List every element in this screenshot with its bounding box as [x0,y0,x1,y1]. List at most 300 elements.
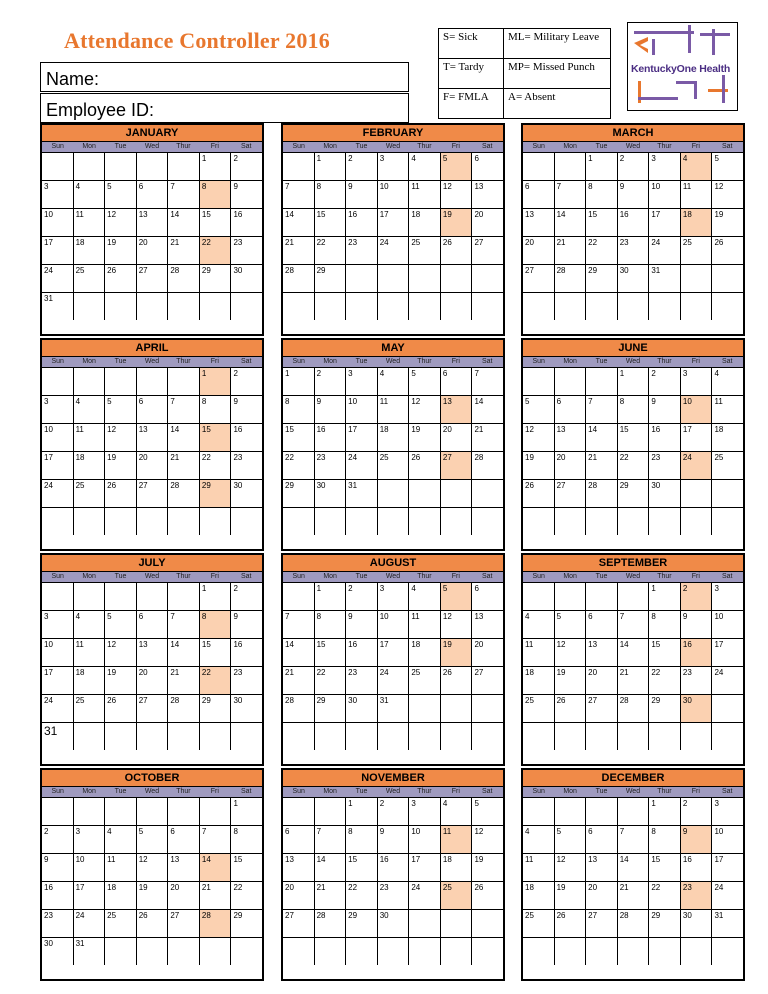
day-cell[interactable]: 24 [42,265,74,292]
day-cell[interactable]: 14 [200,854,232,881]
day-cell[interactable]: 14 [474,397,484,406]
day-cell[interactable]: 12 [441,181,473,208]
day-cell[interactable]: 17 [378,639,410,666]
day-cell[interactable]: 24 [649,237,681,264]
day-cell[interactable]: 28 [168,480,200,507]
day-cell[interactable] [231,508,262,535]
day-cell[interactable]: 10 [42,209,74,236]
day-cell[interactable]: 27 [137,265,169,292]
day-cell[interactable]: 4 [409,153,441,180]
day-cell[interactable]: 8 [586,181,618,208]
day-cell[interactable] [105,293,137,320]
day-cell[interactable] [472,723,503,750]
day-cell[interactable] [105,368,137,395]
day-cell[interactable]: 22 [315,667,347,694]
day-cell[interactable] [472,695,503,722]
day-cell[interactable]: 1 [200,153,232,180]
day-cell[interactable]: 21 [168,452,200,479]
day-cell[interactable]: 16 [618,209,650,236]
day-cell[interactable] [441,910,473,937]
day-cell[interactable] [409,480,441,507]
day-cell[interactable]: 20 [523,237,555,264]
day-cell[interactable]: 16 [681,854,713,881]
day-cell[interactable]: 16 [649,424,681,451]
day-cell[interactable] [283,723,315,750]
day-cell[interactable] [681,293,713,320]
day-cell[interactable]: 19 [523,452,555,479]
day-cell[interactable]: 9 [315,396,347,423]
day-cell[interactable]: 16 [378,854,410,881]
day-cell[interactable] [346,508,378,535]
day-cell[interactable]: 7 [168,611,200,638]
day-cell[interactable]: 9 [681,826,713,853]
employee-id-field[interactable] [40,93,409,123]
day-cell[interactable]: 19 [137,882,169,909]
day-cell[interactable]: 5 [441,583,473,610]
day-cell[interactable] [523,723,555,750]
day-cell[interactable]: 26 [441,237,473,264]
day-cell[interactable]: 1 [233,799,238,808]
day-cell[interactable]: 6 [586,611,618,638]
day-cell[interactable]: 17 [42,452,74,479]
day-cell[interactable]: 16 [681,639,713,666]
day-cell[interactable] [283,583,315,610]
day-cell[interactable] [712,480,743,507]
day-cell[interactable] [618,798,650,825]
day-cell[interactable]: 23 [233,238,243,247]
day-cell[interactable]: 6 [168,826,200,853]
day-cell[interactable]: 26 [555,695,587,722]
day-cell[interactable]: 9 [378,826,410,853]
day-cell[interactable]: 9 [618,181,650,208]
day-cell[interactable]: 9 [346,181,378,208]
day-cell[interactable]: 2 [233,154,238,163]
day-cell[interactable]: 23 [233,453,243,462]
day-cell[interactable]: 25 [441,882,473,909]
day-cell[interactable]: 25 [74,265,106,292]
day-cell[interactable]: 5 [474,799,479,808]
day-cell[interactable]: 3 [714,584,719,593]
day-cell[interactable]: 11 [74,209,106,236]
day-cell[interactable] [649,723,681,750]
day-cell[interactable]: 25 [523,910,555,937]
day-cell[interactable]: 8 [346,826,378,853]
day-cell[interactable]: 28 [283,695,315,722]
day-cell[interactable]: 6 [474,584,479,593]
day-cell[interactable]: 14 [586,424,618,451]
day-cell[interactable]: 12 [105,424,137,451]
day-cell[interactable] [74,508,106,535]
day-cell[interactable]: 2 [346,583,378,610]
day-cell[interactable]: 6 [137,396,169,423]
day-cell[interactable]: 16 [42,882,74,909]
day-cell[interactable]: 21 [315,882,347,909]
day-cell[interactable]: 12 [137,854,169,881]
day-cell[interactable] [168,508,200,535]
day-cell[interactable]: 16 [233,425,243,434]
day-cell[interactable] [472,265,503,292]
day-cell[interactable] [283,798,315,825]
day-cell[interactable]: 24 [42,480,74,507]
day-cell[interactable]: 15 [283,424,315,451]
day-cell[interactable] [472,910,503,937]
day-cell[interactable]: 15 [586,209,618,236]
day-cell[interactable] [137,508,169,535]
day-cell[interactable]: 28 [283,265,315,292]
day-cell[interactable] [283,293,315,320]
day-cell[interactable]: 4 [74,611,106,638]
day-cell[interactable] [137,723,169,750]
day-cell[interactable]: 22 [200,452,232,479]
day-cell[interactable]: 2 [315,368,347,395]
day-cell[interactable]: 2 [618,153,650,180]
day-cell[interactable] [42,798,74,825]
day-cell[interactable] [346,938,378,965]
day-cell[interactable]: 18 [681,209,713,236]
day-cell[interactable]: 5 [555,826,587,853]
day-cell[interactable] [409,265,441,292]
day-cell[interactable] [586,938,618,965]
day-cell[interactable]: 22 [649,667,681,694]
day-cell[interactable]: 6 [441,368,473,395]
day-cell[interactable] [137,153,169,180]
day-cell[interactable]: 10 [378,181,410,208]
day-cell[interactable]: 10 [42,639,74,666]
day-cell[interactable] [472,480,503,507]
day-cell[interactable]: 18 [74,237,106,264]
day-cell[interactable]: 25 [409,237,441,264]
day-cell[interactable]: 17 [649,209,681,236]
day-cell[interactable]: 25 [74,695,106,722]
day-cell[interactable]: 4 [378,368,410,395]
day-cell[interactable] [409,293,441,320]
day-cell[interactable]: 6 [137,611,169,638]
day-cell[interactable]: 20 [474,210,484,219]
day-cell[interactable] [409,723,441,750]
day-cell[interactable]: 13 [168,854,200,881]
day-cell[interactable]: 8 [315,611,347,638]
day-cell[interactable] [168,583,200,610]
day-cell[interactable] [523,368,555,395]
day-cell[interactable]: 21 [283,237,315,264]
day-cell[interactable]: 7 [618,611,650,638]
day-cell[interactable]: 15 [618,424,650,451]
day-cell[interactable]: 10 [714,827,724,836]
day-cell[interactable]: 10 [714,612,724,621]
day-cell[interactable]: 19 [441,639,473,666]
day-cell[interactable]: 16 [315,424,347,451]
day-cell[interactable]: 1 [283,368,315,395]
day-cell[interactable]: 1 [649,798,681,825]
day-cell[interactable]: 30 [378,910,410,937]
day-cell[interactable]: 3 [42,181,74,208]
day-cell[interactable] [315,508,347,535]
day-cell[interactable]: 9 [233,612,238,621]
day-cell[interactable]: 24 [74,910,106,937]
day-cell[interactable]: 20 [441,424,473,451]
day-cell[interactable]: 23 [42,910,74,937]
day-cell[interactable] [378,265,410,292]
day-cell[interactable] [712,265,743,292]
day-cell[interactable] [555,583,587,610]
day-cell[interactable]: 22 [315,237,347,264]
day-cell[interactable]: 3 [378,153,410,180]
day-cell[interactable] [523,583,555,610]
day-cell[interactable] [618,583,650,610]
day-cell[interactable]: 3 [681,368,713,395]
day-cell[interactable]: 13 [137,639,169,666]
day-cell[interactable]: 12 [555,639,587,666]
day-cell[interactable]: 30 [233,266,243,275]
day-cell[interactable] [168,368,200,395]
day-cell[interactable]: 30 [233,481,243,490]
day-cell[interactable]: 18 [441,854,473,881]
day-cell[interactable] [105,798,137,825]
day-cell[interactable] [681,265,713,292]
day-cell[interactable]: 29 [283,480,315,507]
day-cell[interactable]: 27 [283,910,315,937]
day-cell[interactable] [346,265,378,292]
day-cell[interactable]: 15 [315,209,347,236]
day-cell[interactable]: 11 [523,854,555,881]
day-cell[interactable]: 11 [714,397,723,406]
day-cell[interactable] [586,583,618,610]
day-cell[interactable]: 10 [649,181,681,208]
day-cell[interactable] [231,938,262,965]
day-cell[interactable]: 12 [105,639,137,666]
day-cell[interactable]: 18 [523,882,555,909]
day-cell[interactable] [200,723,232,750]
day-cell[interactable]: 16 [346,209,378,236]
day-cell[interactable]: 3 [714,799,719,808]
day-cell[interactable]: 17 [346,424,378,451]
day-cell[interactable]: 3 [42,611,74,638]
day-cell[interactable]: 20 [137,667,169,694]
day-cell[interactable]: 23 [681,882,713,909]
day-cell[interactable]: 2 [233,369,238,378]
day-cell[interactable] [523,293,555,320]
day-cell[interactable]: 3 [409,798,441,825]
day-cell[interactable] [649,938,681,965]
day-cell[interactable] [315,798,347,825]
day-cell[interactable] [378,480,410,507]
day-cell[interactable]: 17 [681,424,713,451]
day-cell[interactable]: 22 [346,882,378,909]
day-cell[interactable]: 8 [233,827,238,836]
day-cell[interactable]: 14 [168,424,200,451]
day-cell[interactable]: 18 [714,425,724,434]
day-cell[interactable] [586,723,618,750]
day-cell[interactable]: 20 [283,882,315,909]
day-cell[interactable] [555,798,587,825]
day-cell[interactable]: 24 [378,237,410,264]
day-cell[interactable]: 28 [168,265,200,292]
day-cell[interactable]: 6 [137,181,169,208]
day-cell[interactable] [681,723,713,750]
day-cell[interactable]: 5 [409,368,441,395]
day-cell[interactable] [523,798,555,825]
day-cell[interactable] [441,480,473,507]
day-cell[interactable]: 1 [346,798,378,825]
day-cell[interactable]: 20 [137,452,169,479]
day-cell[interactable]: 21 [586,452,618,479]
day-cell[interactable]: 16 [233,640,243,649]
day-cell[interactable] [618,938,650,965]
day-cell[interactable]: 12 [441,611,473,638]
day-cell[interactable]: 14 [555,209,587,236]
day-cell[interactable]: 29 [315,695,347,722]
day-cell[interactable] [168,153,200,180]
day-cell[interactable] [586,508,618,535]
day-cell[interactable]: 22 [233,883,243,892]
day-cell[interactable]: 15 [346,854,378,881]
day-cell[interactable]: 15 [649,639,681,666]
day-cell[interactable]: 22 [283,452,315,479]
day-cell[interactable]: 7 [555,181,587,208]
day-cell[interactable]: 28 [586,480,618,507]
day-cell[interactable]: 5 [105,181,137,208]
day-cell[interactable]: 9 [233,397,238,406]
day-cell[interactable] [523,938,555,965]
day-cell[interactable] [168,938,200,965]
day-cell[interactable]: 19 [105,237,137,264]
day-cell[interactable]: 13 [586,854,618,881]
day-cell[interactable] [555,153,587,180]
day-cell[interactable]: 11 [409,181,441,208]
day-cell[interactable]: 6 [474,154,479,163]
day-cell[interactable] [231,293,262,320]
day-cell[interactable]: 7 [168,181,200,208]
day-cell[interactable]: 9 [649,396,681,423]
day-cell[interactable]: 26 [555,910,587,937]
day-cell[interactable]: 14 [618,854,650,881]
day-cell[interactable]: 25 [523,695,555,722]
day-cell[interactable]: 15 [200,209,232,236]
day-cell[interactable]: 7 [283,611,315,638]
day-cell[interactable]: 10 [42,424,74,451]
day-cell[interactable]: 4 [409,583,441,610]
day-cell[interactable]: 21 [618,882,650,909]
day-cell[interactable]: 20 [555,452,587,479]
day-cell[interactable] [618,723,650,750]
day-cell[interactable] [649,508,681,535]
day-cell[interactable] [346,723,378,750]
day-cell[interactable]: 31 [42,293,74,320]
day-cell[interactable]: 30 [681,910,713,937]
day-cell[interactable]: 31 [74,938,106,965]
day-cell[interactable]: 29 [200,480,232,507]
day-cell[interactable]: 21 [555,237,587,264]
day-cell[interactable]: 29 [618,480,650,507]
day-cell[interactable] [649,293,681,320]
day-cell[interactable] [168,723,200,750]
day-cell[interactable]: 27 [586,910,618,937]
day-cell[interactable]: 26 [137,910,169,937]
day-cell[interactable] [523,153,555,180]
day-cell[interactable] [441,723,473,750]
day-cell[interactable]: 30 [618,265,650,292]
day-cell[interactable]: 4 [523,611,555,638]
day-cell[interactable]: 28 [315,910,347,937]
day-cell[interactable]: 29 [233,911,243,920]
day-cell[interactable] [555,368,587,395]
day-cell[interactable]: 5 [137,826,169,853]
day-cell[interactable]: 31 [378,695,410,722]
day-cell[interactable]: 6 [523,181,555,208]
day-cell[interactable]: 2 [346,153,378,180]
day-cell[interactable]: 16 [233,210,243,219]
day-cell[interactable]: 14 [168,209,200,236]
day-cell[interactable]: 15 [315,639,347,666]
day-cell[interactable]: 21 [168,237,200,264]
day-cell[interactable]: 10 [74,854,106,881]
day-cell[interactable]: 10 [346,396,378,423]
name-field[interactable] [40,62,409,92]
day-cell[interactable]: 21 [618,667,650,694]
day-cell[interactable]: 23 [346,667,378,694]
day-cell[interactable] [409,938,441,965]
day-cell[interactable] [168,798,200,825]
day-cell[interactable] [472,293,503,320]
day-cell[interactable]: 26 [714,238,724,247]
day-cell[interactable] [555,293,587,320]
day-cell[interactable]: 13 [474,182,484,191]
day-cell[interactable]: 12 [714,182,724,191]
day-cell[interactable]: 22 [200,667,232,694]
day-cell[interactable]: 17 [74,882,106,909]
day-cell[interactable] [74,153,106,180]
day-cell[interactable]: 5 [105,611,137,638]
day-cell[interactable]: 2 [681,798,713,825]
day-cell[interactable]: 23 [315,452,347,479]
day-cell[interactable]: 8 [649,611,681,638]
day-cell[interactable]: 24 [714,883,724,892]
day-cell[interactable] [42,583,74,610]
day-cell[interactable]: 19 [409,424,441,451]
day-cell[interactable]: 12 [409,396,441,423]
day-cell[interactable]: 11 [74,639,106,666]
day-cell[interactable]: 1 [315,583,347,610]
day-cell[interactable]: 3 [378,583,410,610]
day-cell[interactable]: 2 [649,368,681,395]
day-cell[interactable]: 25 [681,237,713,264]
day-cell[interactable]: 11 [74,424,106,451]
day-cell[interactable]: 2 [681,583,713,610]
day-cell[interactable] [105,723,137,750]
day-cell[interactable] [200,293,232,320]
day-cell[interactable]: 6 [283,826,315,853]
day-cell[interactable]: 8 [200,611,232,638]
day-cell[interactable] [681,480,713,507]
day-cell[interactable]: 4 [441,798,473,825]
day-cell[interactable]: 15 [649,854,681,881]
day-cell[interactable]: 12 [474,827,484,836]
day-cell[interactable] [712,938,743,965]
day-cell[interactable] [555,723,587,750]
day-cell[interactable]: 4 [681,153,713,180]
day-cell[interactable]: 7 [586,396,618,423]
day-cell[interactable]: 5 [714,154,719,163]
day-cell[interactable]: 10 [378,611,410,638]
day-cell[interactable]: 18 [409,639,441,666]
day-cell[interactable]: 29 [200,695,232,722]
day-cell[interactable] [378,293,410,320]
day-cell[interactable] [409,695,441,722]
day-cell[interactable]: 9 [346,611,378,638]
day-cell[interactable]: 24 [681,452,713,479]
day-cell[interactable]: 11 [409,611,441,638]
day-cell[interactable]: 19 [714,210,724,219]
